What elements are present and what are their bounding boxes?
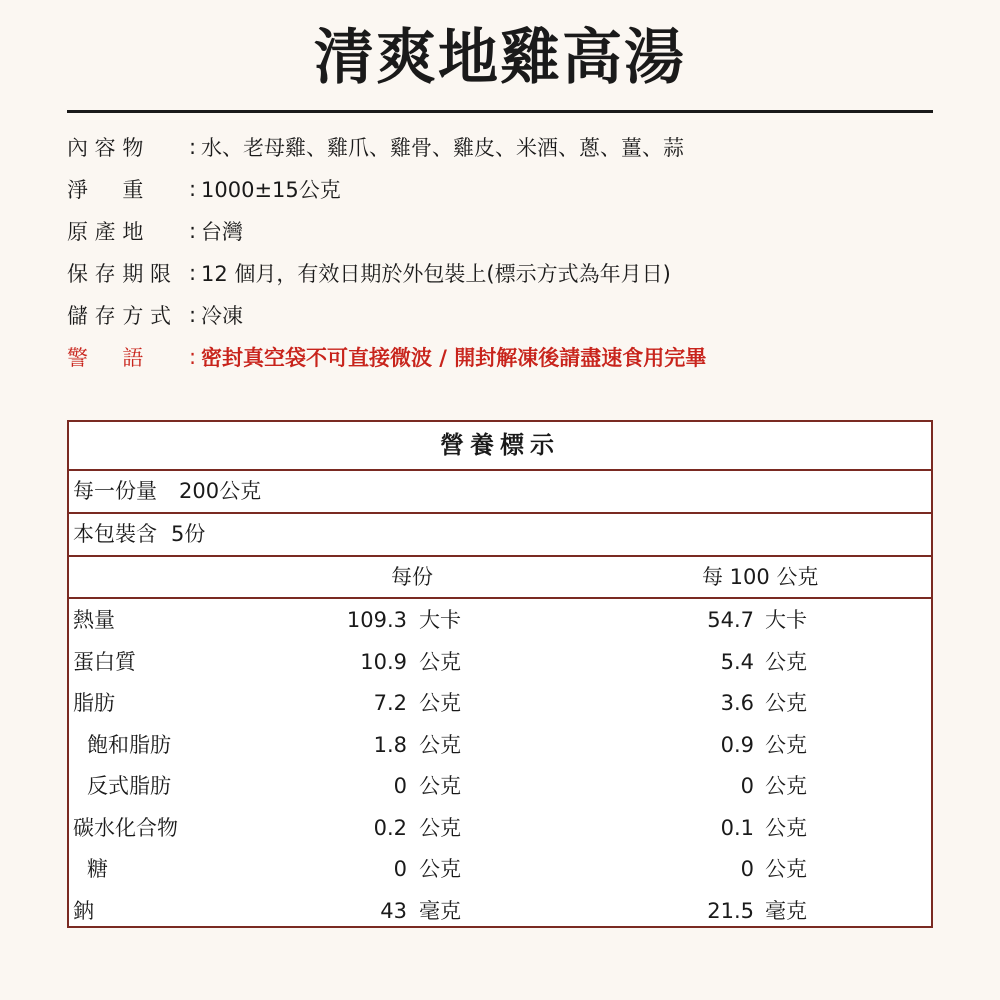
nutrient-name: 飽和脂肪: [87, 732, 171, 757]
per-100g-value: 0: [740, 774, 754, 798]
nutrition-column-header: [69, 557, 931, 599]
info-row: [67, 210, 933, 252]
nutrient-name: 鈉: [73, 898, 94, 923]
info-row: [67, 252, 933, 294]
per-100g-unit: 公克: [765, 774, 807, 798]
per-serving-value: 43: [380, 898, 407, 923]
per-100g-value: 0: [740, 857, 754, 881]
nutrient-row: [69, 600, 931, 642]
info-value: 12 個月，有效日期於外包裝上(標示方式為年月日): [201, 262, 671, 286]
info-row: [67, 336, 933, 378]
per-serving-value: 7.2: [373, 691, 407, 715]
info-value: 台灣: [201, 220, 243, 244]
info-separator: :: [189, 303, 197, 327]
serving-size-value: 200公克: [179, 479, 262, 503]
info-label: 儲 存 方 式: [67, 304, 172, 328]
servings-per-package-row: [69, 514, 931, 557]
product-info: [67, 126, 933, 378]
per-serving-value: 10.9: [360, 649, 407, 674]
per-serving-value: 109.3: [346, 608, 407, 632]
info-value: 密封真空袋不可直接微波 / 開封解凍後請盡速食用完畢: [201, 346, 707, 370]
info-label: 淨 重: [67, 178, 144, 202]
per-100g-header: 每 100 公克: [702, 565, 819, 589]
info-value: 水、老母雞、雞爪、雞骨、雞皮、米酒、蔥、薑、蒜: [201, 136, 684, 160]
info-separator: :: [189, 261, 197, 285]
per-serving-unit: 毫克: [419, 898, 461, 923]
per-100g-value: 3.6: [720, 691, 754, 715]
info-row: [67, 168, 933, 210]
per-100g-value: 54.7: [707, 608, 754, 632]
per-100g-value: 0.1: [720, 815, 754, 840]
per-serving-unit: 公克: [419, 691, 461, 715]
nutrition-facts-table: [67, 420, 933, 928]
per-serving-value: 0: [393, 857, 407, 881]
servings-per-package-value: 5份: [171, 522, 206, 546]
nutrient-row: [69, 683, 931, 725]
per-100g-value: 0.9: [720, 732, 754, 757]
per-100g-unit: 公克: [765, 649, 807, 674]
per-100g-unit: 公克: [765, 732, 807, 757]
nutrient-row: [69, 766, 931, 808]
product-title: 清爽地雞高湯: [314, 23, 686, 93]
per-100g-value: 21.5: [707, 898, 754, 923]
serving-size-row: [69, 471, 931, 514]
nutrient-row: [69, 808, 931, 850]
per-100g-unit: 毫克: [765, 898, 807, 923]
nutrient-row: [69, 642, 931, 684]
info-label: 內 容 物: [67, 136, 144, 160]
serving-size-label: 每一份量: [73, 479, 157, 503]
per-serving-unit: 公克: [419, 732, 461, 757]
per-serving-unit: 公克: [419, 649, 461, 674]
per-100g-unit: 公克: [765, 857, 807, 881]
per-serving-unit: 公克: [419, 857, 461, 881]
per-serving-value: 0: [393, 774, 407, 798]
nutrient-row: [69, 725, 931, 767]
per-serving-value: 0.2: [373, 815, 407, 840]
info-row: [67, 294, 933, 336]
per-serving-unit: 公克: [419, 815, 461, 840]
per-100g-unit: 公克: [765, 691, 807, 715]
nutrient-name: 熱量: [73, 608, 115, 632]
info-row: [67, 126, 933, 168]
nutrition-title: 營養標示: [69, 422, 931, 471]
per-100g-value: 5.4: [720, 649, 754, 674]
info-label: 保 存 期 限: [67, 262, 172, 286]
nutrient-name: 糖: [87, 857, 108, 881]
info-separator: :: [189, 135, 197, 159]
nutrient-name: 脂肪: [73, 691, 115, 715]
info-separator: :: [189, 345, 197, 369]
per-serving-unit: 大卡: [419, 608, 461, 632]
nutrition-rows: [69, 599, 931, 932]
nutrient-row: [69, 849, 931, 891]
per-serving-header: 每份: [391, 565, 433, 589]
title-divider: [67, 110, 933, 113]
info-separator: :: [189, 177, 197, 201]
per-serving-value: 1.8: [373, 732, 407, 757]
nutrient-name: 反式脂肪: [87, 774, 171, 798]
info-value: 1000±15公克: [201, 178, 341, 202]
per-serving-unit: 公克: [419, 774, 461, 798]
servings-per-package-label: 本包裝含: [73, 522, 157, 546]
per-100g-unit: 公克: [765, 815, 807, 840]
nutrient-row: [69, 891, 931, 933]
nutrient-name: 碳水化合物: [73, 815, 178, 840]
info-label: 警 語: [67, 346, 144, 370]
per-100g-unit: 大卡: [765, 608, 807, 632]
info-value: 冷凍: [201, 304, 243, 328]
info-label: 原 產 地: [67, 220, 144, 244]
nutrient-name: 蛋白質: [73, 649, 136, 674]
info-separator: :: [189, 219, 197, 243]
